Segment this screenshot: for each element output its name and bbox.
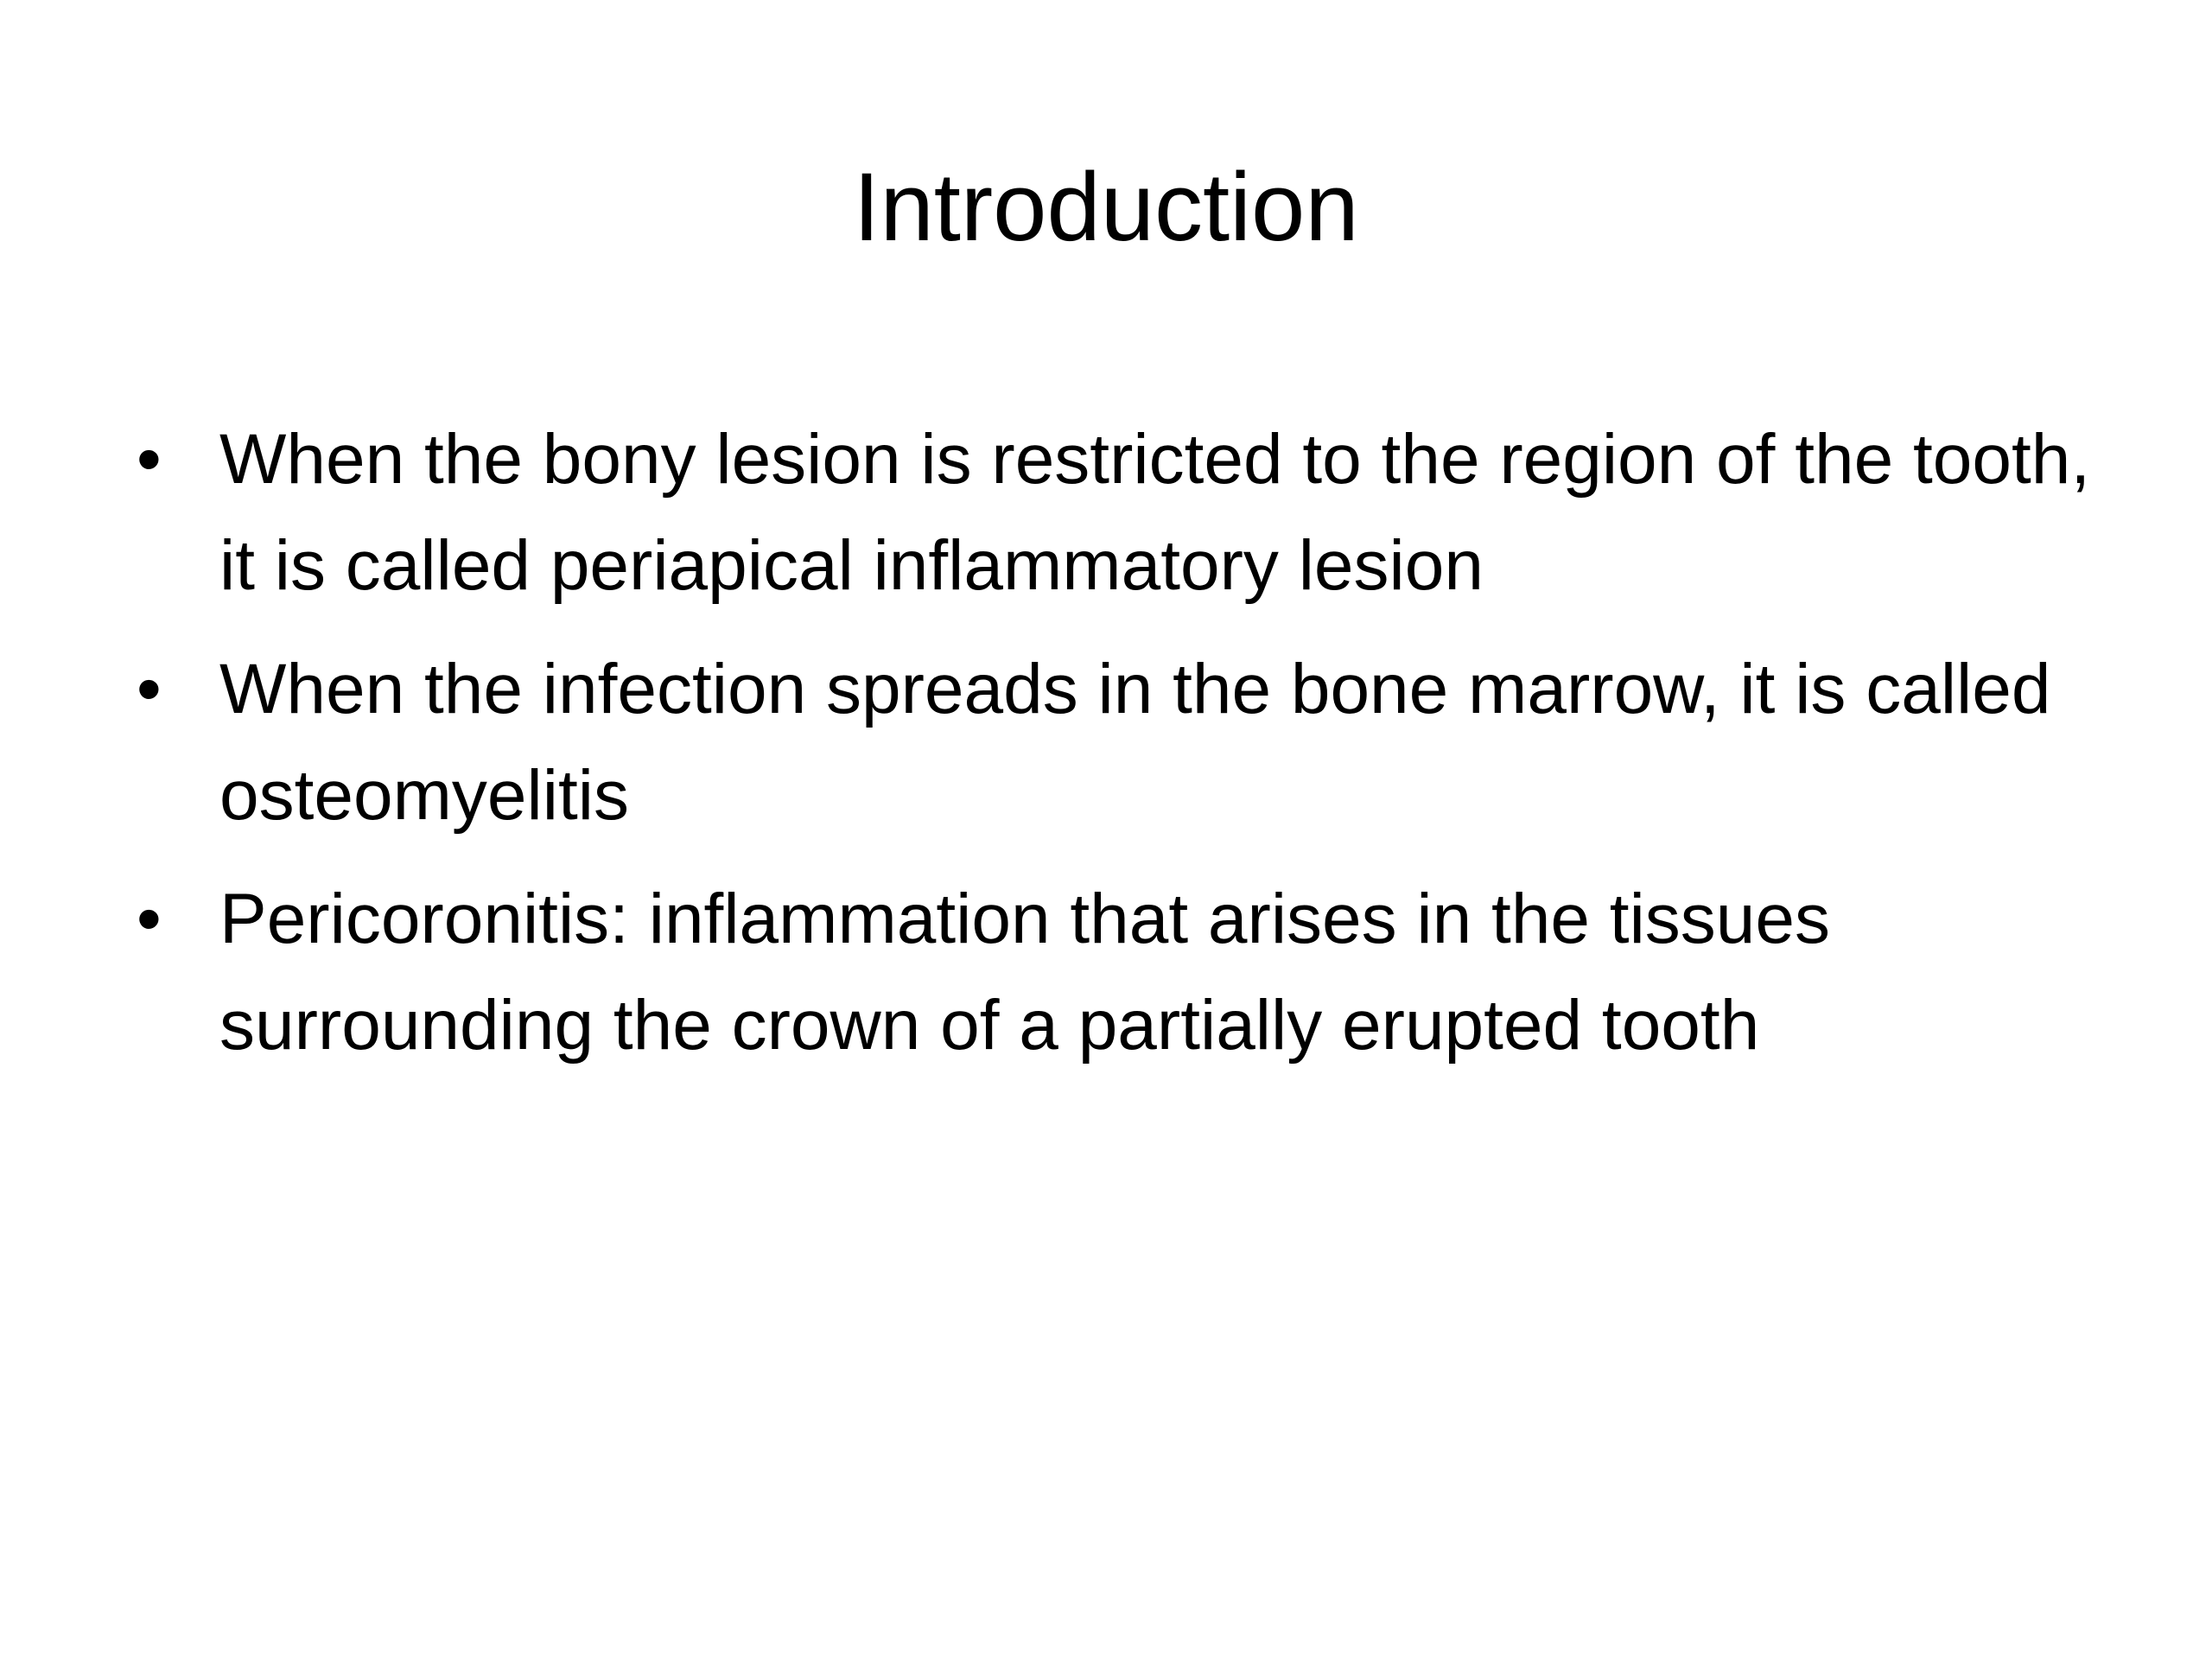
bullet-dot: • <box>137 420 162 499</box>
bullet-text: When the infection spreads in the bone marrow, it is called osteomyelitis <box>219 650 2051 835</box>
bullet-item <box>130 406 2100 619</box>
bullet-item <box>130 866 2100 1078</box>
bullet-dot: • <box>137 880 162 958</box>
bullet-text: Pericoronitis: inflammation that arises in the tissues surrounding the crown of a partially erupted tooth <box>219 880 1831 1065</box>
bullet-list <box>130 406 2100 1096</box>
bullet-dot: • <box>137 650 162 728</box>
slide-title: Introduction <box>853 153 1359 261</box>
bullet-item <box>130 636 2100 849</box>
bullet-text: When the bony lesion is restricted to the region of the tooth, it is called periapical inflammatory lesion <box>219 420 2091 605</box>
